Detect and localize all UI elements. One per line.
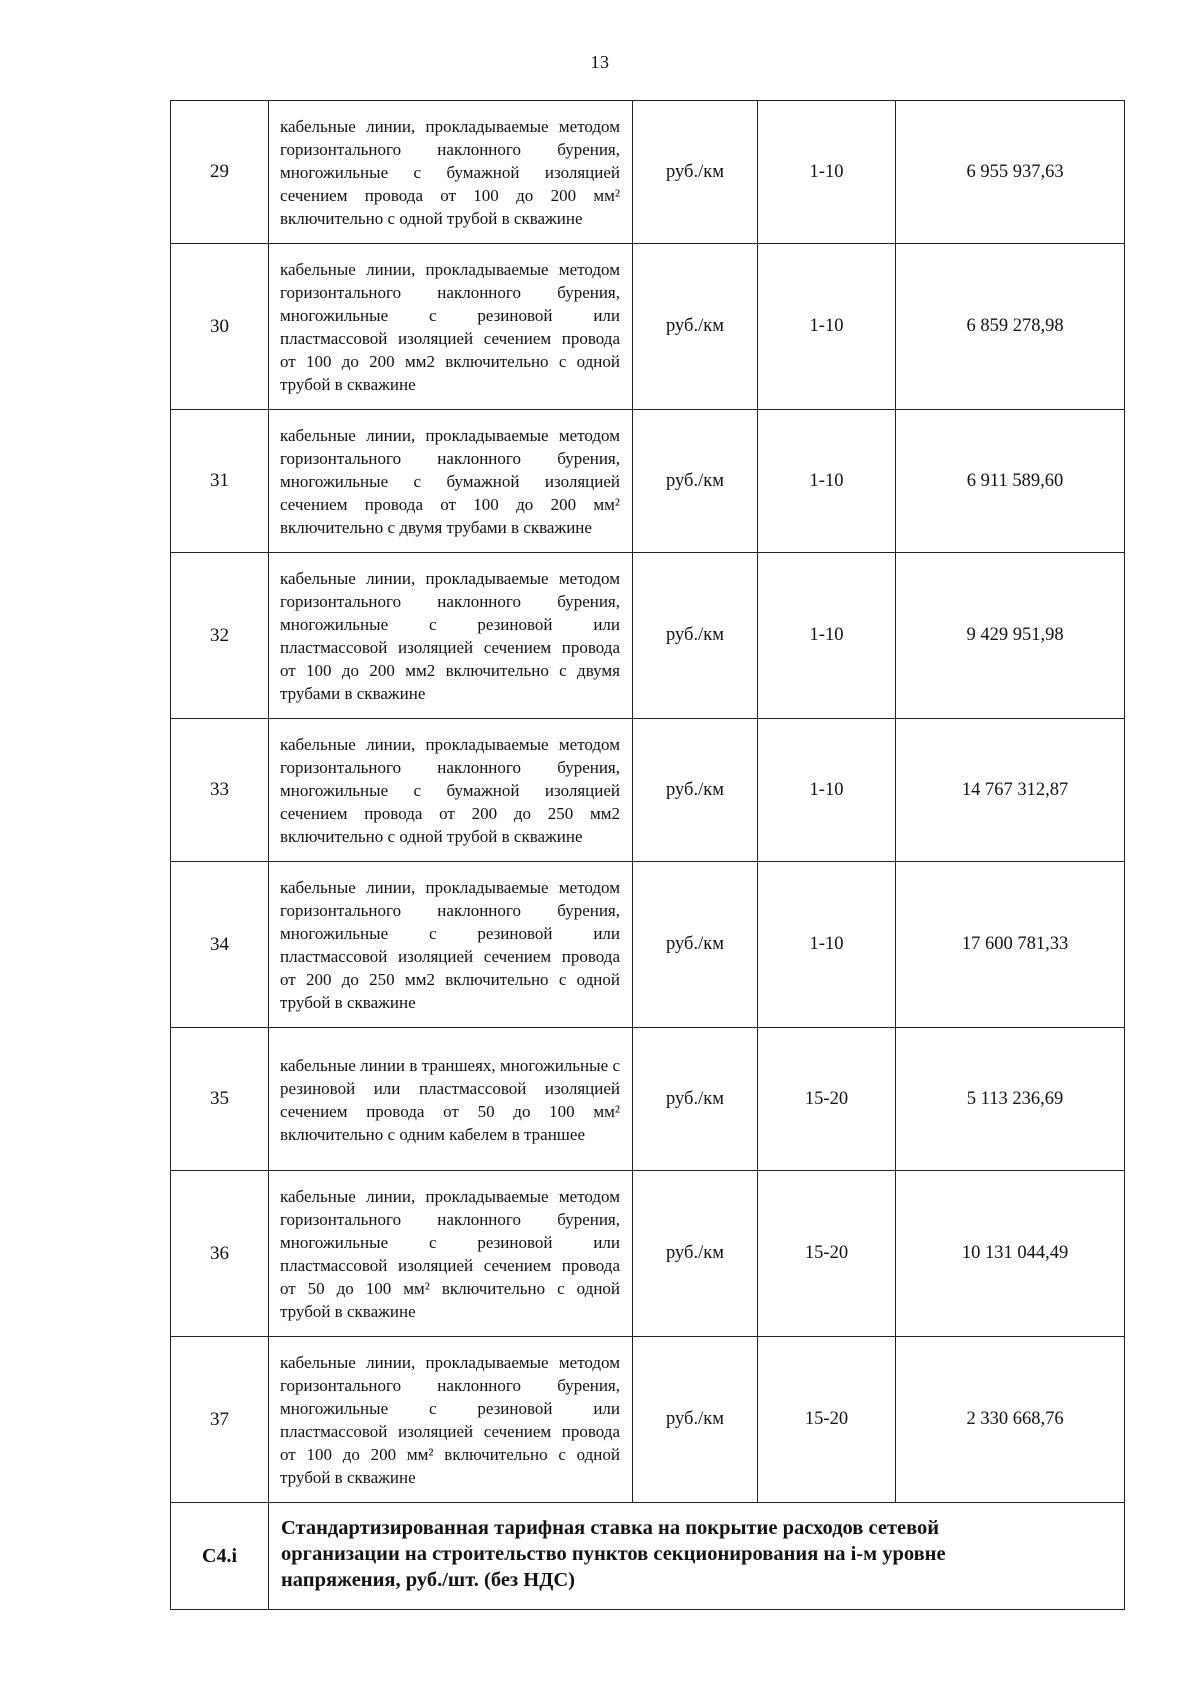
- description-line: включительно с одной трубой в: [280, 970, 620, 1012]
- description-line: бурения, многожильные с резиновой: [280, 592, 620, 634]
- page-number: 13: [590, 52, 610, 72]
- row-unit: руб./км: [633, 244, 758, 410]
- table-row: [171, 719, 1125, 862]
- row-unit: руб./км: [633, 101, 758, 244]
- row-unit: руб./км: [633, 553, 758, 719]
- description-line: скважине: [346, 993, 416, 1012]
- description-line: методом горизонтального наклонного: [280, 426, 620, 468]
- row-range: 1-10: [758, 244, 896, 410]
- description-line: сечением провода от 100 до 200 мм2: [280, 329, 620, 371]
- row-number: 35: [171, 1028, 269, 1171]
- description-line: бурения, многожильные с бумажной: [280, 758, 620, 800]
- description-line: бурения, многожильные с резиновой: [280, 901, 620, 943]
- description-line: методом горизонтального наклонного: [280, 569, 620, 611]
- description-line: 200 мм² включительно с одной трубой: [280, 186, 620, 228]
- description-line: кабельные линии, прокладываемые: [280, 1353, 549, 1372]
- row-range: 1-10: [758, 719, 896, 862]
- row-number: 29: [171, 101, 269, 244]
- row-number: 32: [171, 553, 269, 719]
- description-line: сечением провода от 200 до 250 мм2: [280, 947, 620, 989]
- description-line: или пластмассовой изоляцией: [280, 306, 621, 348]
- row-description: [269, 1028, 633, 1171]
- row-value: 9 429 951,98: [896, 553, 1125, 719]
- description-line: методом горизонтального наклонного: [280, 878, 620, 920]
- description-line: пластмассовой изоляцией сечением: [280, 1078, 620, 1121]
- row-description: [269, 410, 633, 553]
- description-line: методом горизонтального наклонного: [280, 260, 620, 302]
- row-value: 10 131 044,49: [896, 1171, 1125, 1337]
- row-value: 17 600 781,33: [896, 862, 1125, 1028]
- table-row: [171, 1337, 1125, 1503]
- description-line: или пластмассовой изоляцией: [280, 1399, 621, 1441]
- row-value: 2 330 668,76: [896, 1337, 1125, 1503]
- description-line: в скважине: [501, 827, 583, 846]
- description-line: включительно с одной трубой в: [280, 1279, 621, 1321]
- description-line: кабельные линии, прокладываемые: [280, 426, 549, 445]
- description-line: кабельные линии, прокладываемые: [280, 569, 549, 588]
- row-range: 15-20: [758, 1337, 896, 1503]
- row-unit: руб./км: [633, 1337, 758, 1503]
- table-row: [171, 553, 1125, 719]
- row-number: 33: [171, 719, 269, 862]
- description-line: бурения, многожильные с резиновой: [280, 283, 620, 325]
- row-number: 31: [171, 410, 269, 553]
- description-line: скважине: [346, 1468, 416, 1487]
- row-unit: руб./км: [633, 862, 758, 1028]
- description-line: кабельные линии, прокладываемые: [280, 117, 549, 136]
- description-line: кабельные линии, прокладываемые: [280, 878, 549, 897]
- table-row: [171, 101, 1125, 244]
- row-description: [269, 1337, 633, 1503]
- description-line: скважине: [346, 375, 416, 394]
- description-line: включительно с одной трубой в: [280, 352, 620, 394]
- description-line: кабельные линии, прокладываемые: [280, 735, 549, 754]
- row-range: 1-10: [758, 553, 896, 719]
- tariff-table-body: [171, 101, 1125, 1610]
- table-row: [171, 1171, 1125, 1337]
- row-range: 1-10: [758, 101, 896, 244]
- table-row: [171, 1028, 1125, 1171]
- description-line: кабельные линии, прокладываемые: [280, 260, 549, 279]
- row-unit: руб./км: [633, 1171, 758, 1337]
- row-value: 6 859 278,98: [896, 244, 1125, 410]
- row-number: 30: [171, 244, 269, 410]
- row-unit: руб./км: [633, 410, 758, 553]
- row-description: [269, 553, 633, 719]
- row-description: [269, 101, 633, 244]
- section-title-line: Стандартизированная тарифная ставка на покрытие расходов сетевой: [281, 1517, 940, 1539]
- description-line: сечением провода от 100 до 200 мм²: [280, 1422, 620, 1464]
- table-row: [171, 244, 1125, 410]
- row-description: [269, 1171, 633, 1337]
- row-number: 37: [171, 1337, 269, 1503]
- row-value: 6 911 589,60: [896, 410, 1125, 553]
- description-line: включительно с одним кабелем в: [280, 1124, 520, 1144]
- row-unit: руб./км: [633, 1028, 758, 1171]
- row-range: 15-20: [758, 1171, 896, 1337]
- table-row: [171, 862, 1125, 1028]
- description-line: траншее: [524, 1124, 585, 1144]
- description-line: изоляцией сечением провода от 100 до: [280, 163, 621, 205]
- description-line: методом горизонтального наклонного: [280, 1353, 620, 1395]
- description-line: кабельные линии, прокладываемые: [280, 1187, 549, 1206]
- description-line: сечением провода от 50 до 100 мм²: [280, 1256, 620, 1298]
- description-line: бурения, многожильные с бумажной: [280, 449, 620, 491]
- description-line: включительно с одной трубой в: [280, 1445, 621, 1487]
- description-line: бурения, многожильные с бумажной: [280, 140, 620, 182]
- row-number: 36: [171, 1171, 269, 1337]
- row-description: [269, 719, 633, 862]
- description-line: бурения, многожильные с резиновой: [280, 1376, 620, 1418]
- description-line: в скважине: [501, 209, 583, 228]
- row-description: [269, 862, 633, 1028]
- description-line: скважине: [346, 1302, 416, 1321]
- section-title: [269, 1503, 1125, 1610]
- description-line: методом горизонтального наклонного: [280, 1187, 620, 1229]
- description-line: бурения, многожильные с резиновой: [280, 1210, 620, 1252]
- description-line: или пластмассовой изоляцией: [280, 1233, 621, 1275]
- description-line: скважине: [356, 684, 426, 703]
- row-description: [269, 244, 633, 410]
- description-line: 250 мм2 включительно с одной трубой: [280, 804, 621, 846]
- section-code: C4.i: [171, 1503, 269, 1610]
- description-line: изоляцией сечением провода от 100 до: [280, 472, 621, 514]
- row-range: 1-10: [758, 862, 896, 1028]
- description-line: или пластмассовой изоляцией: [280, 924, 621, 966]
- section-title-line: организации на строительство пунктов секционирования на i-м уровне: [281, 1543, 946, 1565]
- row-value: 5 113 236,69: [896, 1028, 1125, 1171]
- row-value: 6 955 937,63: [896, 101, 1125, 244]
- section-title-line: напряжения, руб./шт. (без НДС): [281, 1569, 575, 1591]
- table-row: [171, 410, 1125, 553]
- row-number: 34: [171, 862, 269, 1028]
- description-line: трубами в скважине: [446, 518, 592, 537]
- description-line: провода от 50 до 100 мм²: [366, 1101, 621, 1121]
- description-line: включительно с двумя трубами в: [280, 661, 621, 703]
- row-unit: руб./км: [633, 719, 758, 862]
- row-range: 1-10: [758, 410, 896, 553]
- section-row: [171, 1503, 1125, 1610]
- description-line: многожильные с резиновой или: [280, 1055, 620, 1098]
- tariff-table: [170, 100, 1125, 1610]
- description-line: кабельные линии в траншеях,: [280, 1055, 496, 1075]
- description-line: или пластмассовой изоляцией: [280, 615, 621, 657]
- description-line: сечением провода от 100 до 200 мм2: [280, 638, 620, 680]
- description-line: методом горизонтального наклонного: [280, 117, 620, 159]
- description-line: 200 мм² включительно с двумя: [280, 495, 620, 537]
- description-line: изоляцией сечением провода от 200 до: [280, 781, 621, 823]
- row-value: 14 767 312,87: [896, 719, 1125, 862]
- description-line: методом горизонтального наклонного: [280, 735, 620, 777]
- row-range: 15-20: [758, 1028, 896, 1171]
